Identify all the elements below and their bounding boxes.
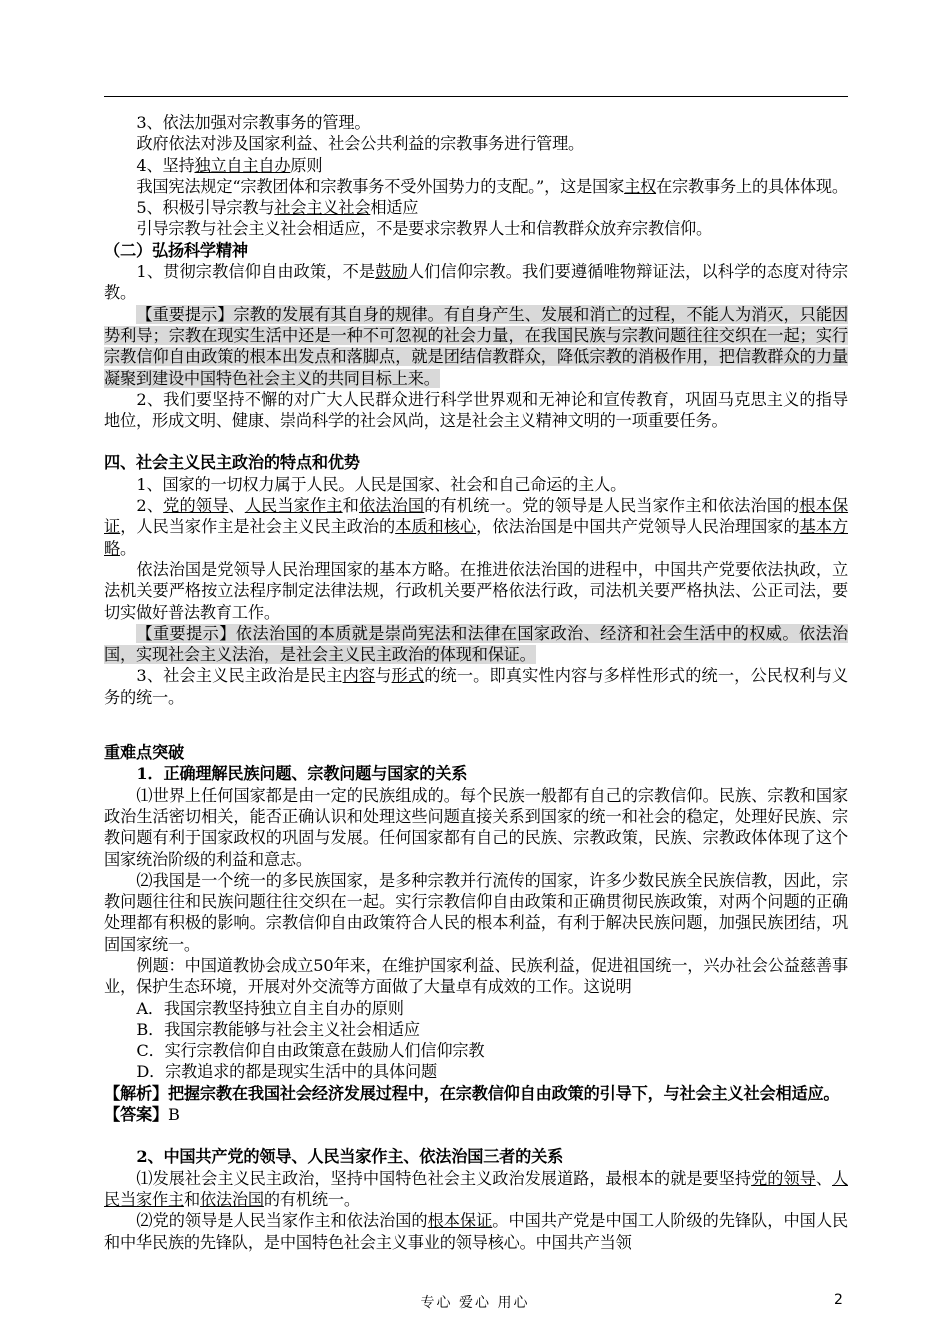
text: 相适应 xyxy=(370,198,419,218)
paragraph xyxy=(104,1168,848,1211)
paragraph xyxy=(104,665,848,708)
text: 的统一。即真实性内容与多样性形式的统一，公民权利与义务的统一。 xyxy=(104,666,849,707)
text: 、 xyxy=(815,1168,832,1188)
subsection-heading: 2、中国共产党的领导、人民当家作主、依法治国三者的关系 xyxy=(136,1147,564,1167)
underlined-term: 依法治国 xyxy=(358,496,425,516)
document-body xyxy=(104,112,848,1253)
text: 和 xyxy=(342,496,359,516)
text: 人们信仰宗教。我们要遵循唯物辩证法，以科学的态度对待宗教。 xyxy=(104,262,848,303)
important-tip xyxy=(104,304,848,389)
section-heading: 重难点突破 xyxy=(104,743,184,763)
paragraph xyxy=(104,1210,848,1253)
example-question: 例题：中国道教协会成立50年来，在维护国家利益、民族利益，促进祖国统一，兴办社会公益慈善事业，保护生态环境，开展对外交流等方面做了大量卓有成效的工作。这说明 xyxy=(104,955,848,997)
option-a: A．我国宗教坚持独立自主自办的原则 xyxy=(136,998,404,1018)
section-heading: （二）弘扬科学精神 xyxy=(104,240,248,260)
text: 、 xyxy=(228,496,245,516)
option-c: C．实行宗教信仰自由政策意在鼓励人们信仰宗教 xyxy=(136,1041,485,1061)
paragraph xyxy=(104,155,848,176)
underlined-term: 独立自主自办 xyxy=(194,155,291,175)
footer-motto: 专心 爱心 用心 xyxy=(420,1295,530,1311)
underlined-term: 根本保证 xyxy=(427,1211,493,1231)
paragraph xyxy=(104,261,848,304)
text: 1、贯彻宗教信仰自由政策，不是 xyxy=(136,262,376,282)
paragraph: 2、我们要坚持不懈的对广大人民群众进行科学世界观和无神论和宣传教育，巩固马克思主义的指导地位，形成文明、健康、崇尚科学的社会风尚，这是社会主义精神文明的一项重要任务。 xyxy=(104,389,848,431)
underlined-term: 依法治国 xyxy=(199,1189,264,1209)
underlined-term: 社会主义社会 xyxy=(274,198,371,218)
answer-value: B xyxy=(167,1105,180,1125)
underlined-term: 本质和核心 xyxy=(395,517,477,537)
subsection-heading: 1．正确理解民族问题、宗教问题与国家的关系 xyxy=(136,764,468,784)
page-number: 2 xyxy=(834,1292,843,1308)
text: 和 xyxy=(183,1189,200,1209)
header-rule xyxy=(104,96,848,97)
option-b: B．我国宗教能够与社会主义社会相适应 xyxy=(136,1019,420,1039)
highlighted-text: 【重要提示】宗教的发展有其自身的规律。有自身产生、发展和消亡的过程，不能人为消灭，只能因势利导；宗教在现实生活中还是一种不可忽视的社会力量，在我国民族与宗教问题往往交织在一起；实行宗教信仰自由政策的根本出发点和落脚点，就是团结信教群众，降低宗教的消极作用，把信教群众的力量凝聚到建设中国特色社会主义的共同目标上来。 xyxy=(104,304,848,388)
text: ，人民当家作主是社会主义民主政治的 xyxy=(120,517,396,537)
text: 。 xyxy=(120,538,136,558)
text: 与 xyxy=(375,666,392,686)
text: 5、积极引导宗教与 xyxy=(136,198,275,218)
paragraph xyxy=(104,197,848,218)
paragraph xyxy=(104,176,848,197)
option-d: D．宗教追求的都是现实生活中的具体问题 xyxy=(136,1062,437,1082)
underlined-term: 人民当家作主 xyxy=(244,496,343,516)
paragraph: ⑵我国是一个统一的多民族国家，是多种宗教并行流传的国家，许多少数民族全民族信教，因此，宗教问题往往和民族问题往往交织在一起。实行宗教信仰自由政策和正确贯彻民族政策，对两个问题的正确处理都有积极的影响。宗教信仰自由政策符合人民的根本利益，有利于解决民族问题，加强民族团结，巩固国家统一。 xyxy=(104,870,848,954)
underlined-term: 党的领导 xyxy=(163,496,229,516)
paragraph: 政府依法对涉及国家利益、社会公共利益的宗教事务进行管理。 xyxy=(136,134,585,154)
text: 2、 xyxy=(136,496,164,516)
underlined-term: 人民当家作主 xyxy=(104,1168,848,1209)
paragraph: 依法治国是党领导人民治理国家的基本方略。在推进依法治国的进程中，中国共产党要依法执政，立法机关要严格按立法程序制定法律法规，行政机关要严格依法行政，司法机关要严格执法、公正司法，要切实做好普法教育工作。 xyxy=(104,559,848,622)
underlined-term: 内容 xyxy=(342,666,376,686)
underlined-term: 党的领导 xyxy=(751,1168,816,1188)
underlined-term: 根本保证 xyxy=(104,496,849,537)
text: ，依法治国是中国共产党领导人民治理国家的 xyxy=(476,517,800,537)
paragraph xyxy=(104,495,848,559)
paragraph: 引导宗教与社会主义社会相适应，不是要求宗教界人士和信教群众放弃宗教信仰。 xyxy=(136,219,712,239)
paragraph: 1、国家的一切权力属于人民。人民是国家、社会和自己命运的主人。 xyxy=(136,474,627,494)
underlined-term: 形式 xyxy=(391,666,425,686)
paragraph: ⑴世界上任何国家都是由一定的民族组成的。每个民族一般都有自己的宗教信仰。民族、宗教和国家政治生活密切相关，能否正确认识和处理这些问题直接关系到国家的统一和社会的稳定，处理好民族、宗教问题有利于国家政权的巩固与发展。任何国家都有自己的民族、宗教政策，民族、宗教政体体现了这个国家统治阶级的利益和意志。 xyxy=(104,785,848,869)
highlighted-text: 【重要提示】依法治国的本质就是崇尚宪法和法律在国家政治、经济和社会生活中的权威。依法治国，实现社会主义法治，是社会主义民主政治的体现和保证。 xyxy=(104,623,848,665)
text: ⑵党的领导是人民当家作主和依法治国的 xyxy=(136,1211,428,1231)
text: 的有机统一。党的领导是人民当家作主和依法治国的 xyxy=(424,496,800,516)
text: 4、坚持 xyxy=(136,155,195,175)
answer-label: 【答案】 xyxy=(104,1105,168,1125)
text: 原则 xyxy=(290,155,323,175)
answer xyxy=(104,1104,848,1125)
text: ⑴发展社会主义民主政治，坚持中国特色社会主义政治发展道路，最根本的就是要坚持 xyxy=(136,1168,752,1188)
underlined-term: 基本方略 xyxy=(104,517,848,558)
text: 的有机统一。 xyxy=(263,1189,360,1209)
analysis: 【解析】把握宗教在我国社会经济发展过程中，在宗教信仰自由政策的引导下，与社会主义社会相适应。 xyxy=(104,1083,840,1103)
text: 我国宪法规定“宗教团体和宗教事务不受外国势力的支配。”，这是国家 xyxy=(136,176,625,196)
paragraph: 3、依法加强对宗教事务的管理。 xyxy=(136,113,371,132)
section-heading: 四、社会主义民主政治的特点和优势 xyxy=(104,453,360,473)
text: 3、社会主义民主政治是民主 xyxy=(136,666,343,686)
important-tip xyxy=(104,623,848,666)
text: 。中国共产党是中国工人阶级的先锋队，中国人民和中华民族的先锋队，是中国特色社会主义事业的领导核心。中国共产当领 xyxy=(104,1211,848,1252)
text: 在宗教事务上的具体体现。 xyxy=(656,176,848,196)
underlined-term: 主权 xyxy=(624,176,657,196)
underlined-term: 鼓励 xyxy=(375,262,408,282)
